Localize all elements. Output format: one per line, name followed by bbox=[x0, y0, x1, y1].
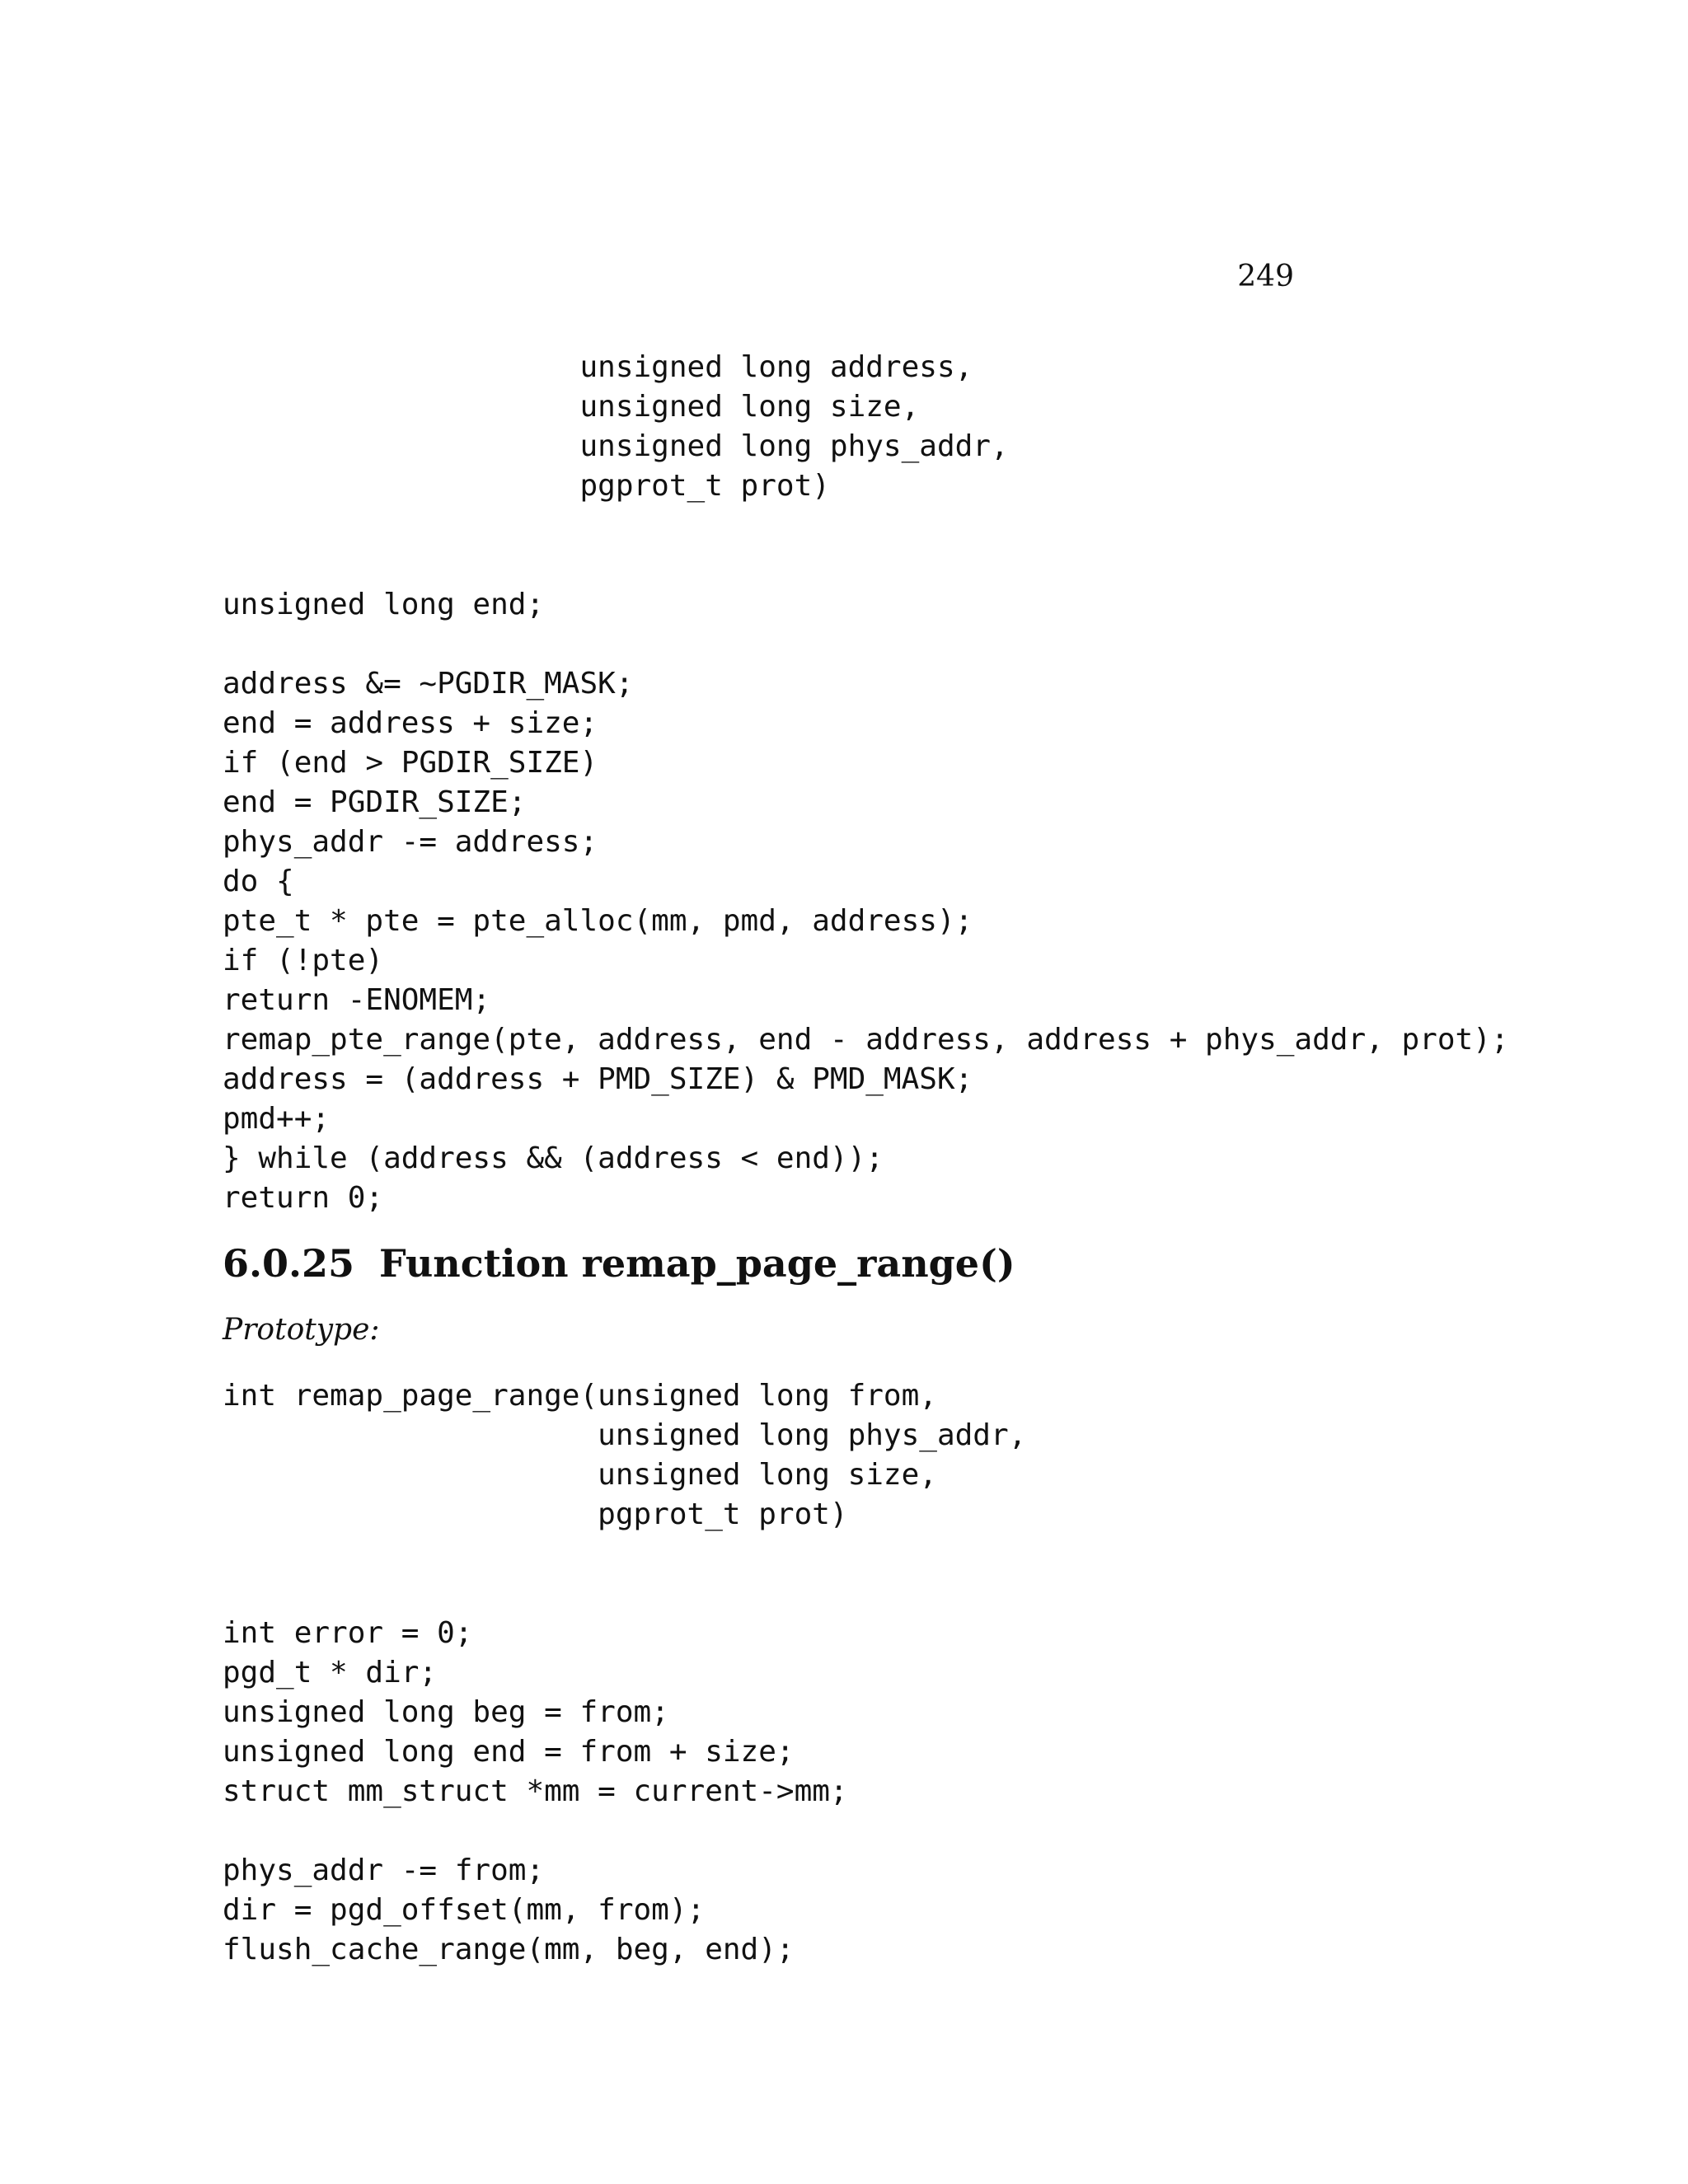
code-line bbox=[223, 546, 1509, 585]
code-line bbox=[223, 506, 1509, 546]
code-line: } while (address && (address < end)); bbox=[223, 1141, 884, 1175]
code-line bbox=[223, 1811, 1026, 1851]
code-line: dir = pgd_offset(mm, from); bbox=[223, 1893, 706, 1927]
code-line bbox=[223, 1535, 1026, 1574]
code-line: phys_addr -= from; bbox=[223, 1854, 545, 1887]
code-block-remap-page-range bbox=[223, 1376, 1026, 1970]
code-line: unsigned long beg = from; bbox=[223, 1695, 669, 1729]
code-line: unsigned long end; bbox=[223, 588, 545, 621]
code-line: unsigned long phys_addr, bbox=[223, 429, 1009, 463]
code-line: return -ENOMEM; bbox=[223, 983, 491, 1017]
code-line: pgprot_t prot) bbox=[223, 1497, 848, 1531]
code-line: flush_cache_range(mm, beg, end); bbox=[223, 1933, 795, 1966]
code-line bbox=[223, 625, 1509, 664]
code-line: if (!pte) bbox=[223, 944, 384, 977]
code-line: pte_t * pte = pte_alloc(mm, pmd, address); bbox=[223, 904, 973, 938]
code-line bbox=[223, 1574, 1026, 1614]
code-line: end = address + size; bbox=[223, 706, 598, 740]
code-line: pgd_t * dir; bbox=[223, 1656, 438, 1690]
code-line: if (end > PGDIR_SIZE) bbox=[223, 746, 598, 780]
code-block-remap-pmd-range bbox=[223, 348, 1509, 1218]
section-heading bbox=[223, 1241, 1015, 1286]
code-line: phys_addr -= address; bbox=[223, 825, 598, 859]
code-line: end = PGDIR_SIZE; bbox=[223, 785, 527, 819]
code-line: unsigned long size, bbox=[223, 1458, 937, 1492]
section-number: 6.0.25 bbox=[223, 1241, 355, 1286]
code-line: unsigned long address, bbox=[223, 350, 973, 384]
prototype-label: Prototype: bbox=[223, 1313, 380, 1347]
code-line: unsigned long phys_addr, bbox=[223, 1418, 1027, 1452]
code-line: unsigned long size, bbox=[223, 390, 920, 424]
code-line: struct mm_struct *mm = current->mm; bbox=[223, 1774, 848, 1808]
code-line: int remap_page_range(unsigned long from, bbox=[223, 1379, 937, 1413]
code-line: do { bbox=[223, 865, 294, 898]
code-line: unsigned long end = from + size; bbox=[223, 1735, 795, 1769]
code-line: return 0; bbox=[223, 1181, 384, 1215]
section-title: Function remap_page_range() bbox=[379, 1241, 1015, 1286]
code-line: address = (address + PMD_SIZE) & PMD_MASK; bbox=[223, 1062, 973, 1096]
code-line: address &= ~PGDIR_MASK; bbox=[223, 667, 634, 701]
code-line: int error = 0; bbox=[223, 1616, 473, 1650]
code-line: remap_pte_range(pte, address, end - address, address + phys_addr, prot); bbox=[223, 1023, 1509, 1057]
code-line: pmd++; bbox=[223, 1102, 331, 1136]
page-number: 249 bbox=[1237, 260, 1294, 293]
code-line: pgprot_t prot) bbox=[223, 469, 830, 503]
